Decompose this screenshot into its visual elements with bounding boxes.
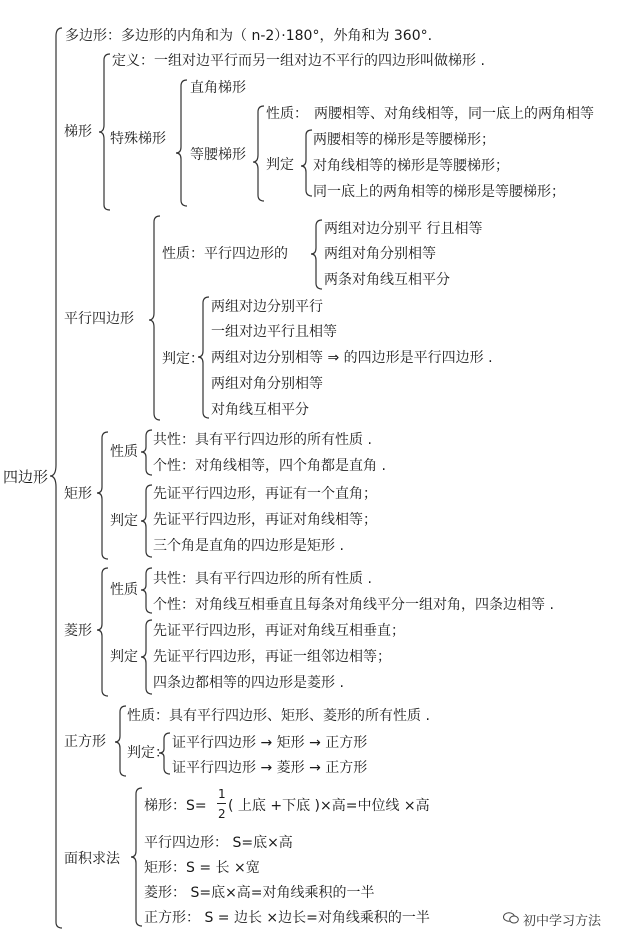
- area-fraction-numerator: 1: [218, 787, 226, 801]
- rhombus-judge-label: 判定: [110, 649, 138, 665]
- rectangle-judge-2: 先证平行四边形，再证对角线相等；: [153, 512, 377, 528]
- isosceles-judge-3: 同一底上的两角相等的梯形是等腰梯形；: [313, 184, 565, 200]
- right-trapezoid-label: 直角梯形: [190, 80, 246, 96]
- rhombus-own-property: 个性：对角线互相垂直且每条对角线平分一组对角，四条边相等 .: [153, 597, 554, 613]
- area-rhombus: 菱形： S=底×高=对角线乘积的一半: [144, 885, 375, 901]
- parallelogram-judge-label: 判定：: [162, 351, 204, 367]
- parallelogram-property-3: 两条对角线互相平分: [324, 272, 450, 288]
- area-fraction-denominator: 2: [218, 807, 226, 821]
- polygon-line: 多边形：多边形的内角和为（ n-2）·180°，外角和为 360°.: [65, 28, 433, 44]
- trapezoid-label: 梯形: [64, 124, 92, 140]
- isosceles-judge-1: 两腰相等的梯形是等腰梯形；: [313, 132, 495, 148]
- isosceles-judge-2: 对角线相等的梯形是等腰梯形；: [313, 158, 509, 174]
- area-square: 正方形： S = 边长 ×边长=对角线乘积的一半: [144, 910, 430, 926]
- square-property: 性质：具有平行四边形、矩形、菱形的所有性质 .: [127, 708, 430, 724]
- rhombus-label: 菱形: [64, 623, 92, 639]
- area-parallelogram: 平行四边形： S=底×高: [144, 835, 293, 851]
- rhombus-common-property: 共性：具有平行四边形的所有性质 .: [153, 571, 372, 587]
- parallelogram-judge-5: 对角线互相平分: [211, 402, 309, 418]
- area-label: 面积求法: [64, 851, 120, 867]
- rectangle-judge-3: 三个角是直角的四边形是矩形 .: [153, 538, 344, 554]
- rhombus-judge-3: 四条边都相等的四边形是菱形 .: [153, 675, 344, 691]
- parallelogram-property-label: 性质：平行四边形的: [162, 246, 288, 262]
- isosceles-trapezoid-label: 等腰梯形: [190, 147, 246, 163]
- rectangle-judge-label: 判定: [110, 513, 138, 529]
- rectangle-label: 矩形: [64, 486, 92, 502]
- area-fraction-bar: [217, 803, 226, 804]
- isosceles-judge-label: 判定: [266, 157, 294, 173]
- watermark-text: 初中学习方法: [523, 914, 602, 929]
- rectangle-judge-1: 先证平行四边形，再证有一个直角；: [153, 486, 377, 502]
- parallelogram-judge-1: 两组对边分别平行: [211, 299, 323, 315]
- parallelogram-judge-2: 一组对边平行且相等: [211, 324, 337, 340]
- parallelogram-property-1: 两组对边分别平 行且相等: [324, 221, 483, 237]
- square-judge-2: 证平行四边形 → 菱形 → 正方形: [172, 760, 368, 776]
- isosceles-property-label: 性质：: [266, 106, 308, 122]
- parallelogram-property-2: 两组对角分别相等: [324, 246, 436, 262]
- area-trapezoid-prefix: 梯形：S=: [144, 798, 207, 814]
- area-rectangle: 矩形：S = 长 ×宽: [144, 860, 260, 876]
- wechat-icon: [503, 912, 519, 924]
- isosceles-property: 两腰相等、对角线相等，同一底上的两角相等: [314, 106, 594, 122]
- rhombus-property-label: 性质: [110, 582, 138, 598]
- parallelogram-judge-4: 两组对角分别相等: [211, 376, 323, 392]
- square-label: 正方形: [64, 734, 106, 750]
- area-trapezoid-formula: ( 上底 +下底 )×高=中位线 ×高: [228, 798, 430, 814]
- rectangle-property-label: 性质: [110, 444, 138, 460]
- trapezoid-definition: 定义：一组对边平行而另一组对边不平行的四边形叫做梯形 .: [112, 53, 485, 69]
- square-judge-label: 判定：: [127, 745, 169, 761]
- special-trapezoid-label: 特殊梯形: [110, 131, 166, 147]
- rhombus-judge-2: 先证平行四边形，再证一组邻边相等；: [153, 649, 391, 665]
- parallelogram-label: 平行四边形: [64, 311, 134, 327]
- root-label: 四边形: [3, 468, 49, 486]
- rhombus-judge-1: 先证平行四边形，再证对角线互相垂直；: [153, 623, 405, 639]
- rectangle-common-property: 共性：具有平行四边形的所有性质 .: [153, 432, 372, 448]
- parallelogram-judge-3: 两组对边分别相等 ⇒ 的四边形是平行四边形 .: [211, 350, 493, 366]
- rectangle-own-property: 个性：对角线相等，四个角都是直角 .: [153, 458, 386, 474]
- square-judge-1: 证平行四边形 → 矩形 → 正方形: [172, 735, 368, 751]
